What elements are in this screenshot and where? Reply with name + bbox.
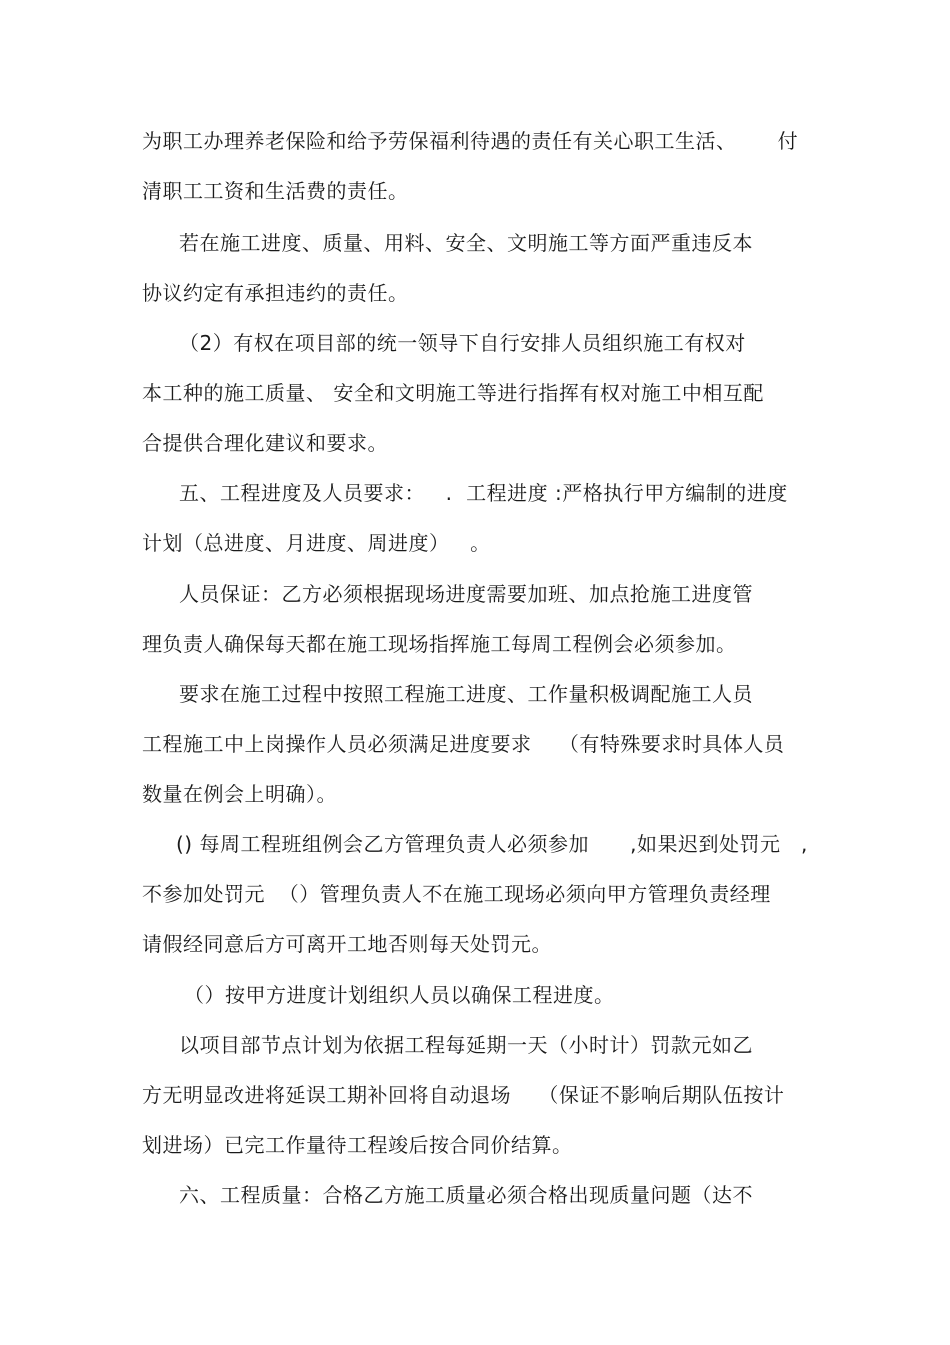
text-line: 不参加处罚元 （）管理负责人不在施工现场必须向甲方管理负责经理	[142, 882, 771, 906]
text-line: 请假经同意后方可离开工地否则每天处罚元。	[142, 932, 552, 956]
text-line: 六、工程质量：合格乙方施工质量必须合格出现质量问题（达不	[179, 1183, 753, 1207]
text-line: 本工种的施工质量、 安全和文明施工等进行指挥有权对施工中相互配	[142, 381, 764, 405]
text-line: （）按甲方进度计划组织人员以确保工程进度。	[184, 983, 615, 1007]
text-line: 若在施工进度、质量、用料、安全、文明施工等方面严重违反本	[179, 231, 753, 255]
text-line: 合提供合理化建议和要求。	[142, 431, 388, 455]
text-line: 计划（总进度、月进度、周进度） 。	[142, 531, 491, 555]
text-line: 理负责人确保每天都在施工现场指挥施工每周工程例会必须参加。	[142, 632, 737, 656]
text-line: 清职工工资和生活费的责任。	[142, 179, 409, 203]
text-line: 方无明显改进将延误工期补回将自动退场 （保证不影响后期队伍按计	[142, 1083, 785, 1107]
text-line: 为职工办理养老保险和给予劳保福利待遇的责任有关心职工生活、 付	[142, 129, 799, 153]
text-line: () 每周工程班组例会乙方管理负责人必须参加 ,如果迟到处罚元 ,	[176, 832, 808, 856]
text-line: 以项目部节点计划为依据工程每延期一天（小时计）罚款元如乙	[179, 1033, 753, 1057]
text-line: 划进场）已完工作量待工程竣后按合同价结算。	[142, 1133, 573, 1157]
text-line: 数量在例会上明确）。	[142, 782, 337, 806]
text-line: 人员保证：乙方必须根据现场进度需要加班、加点抢施工进度管	[179, 582, 753, 606]
text-line: 要求在施工过程中按照工程施工进度、工作量积极调配施工人员	[179, 682, 753, 706]
text-line: （2）有权在项目部的统一领导下自行安排人员组织施工有权对	[179, 331, 746, 355]
text-line: 五、工程进度及人员要求： . 工程进度 :严格执行甲方编制的进度	[179, 481, 788, 505]
text-line: 工程施工中上岗操作人员必须满足进度要求 （有特殊要求时具体人员	[142, 732, 785, 756]
text-line: 协议约定有承担违约的责任。	[142, 281, 409, 305]
